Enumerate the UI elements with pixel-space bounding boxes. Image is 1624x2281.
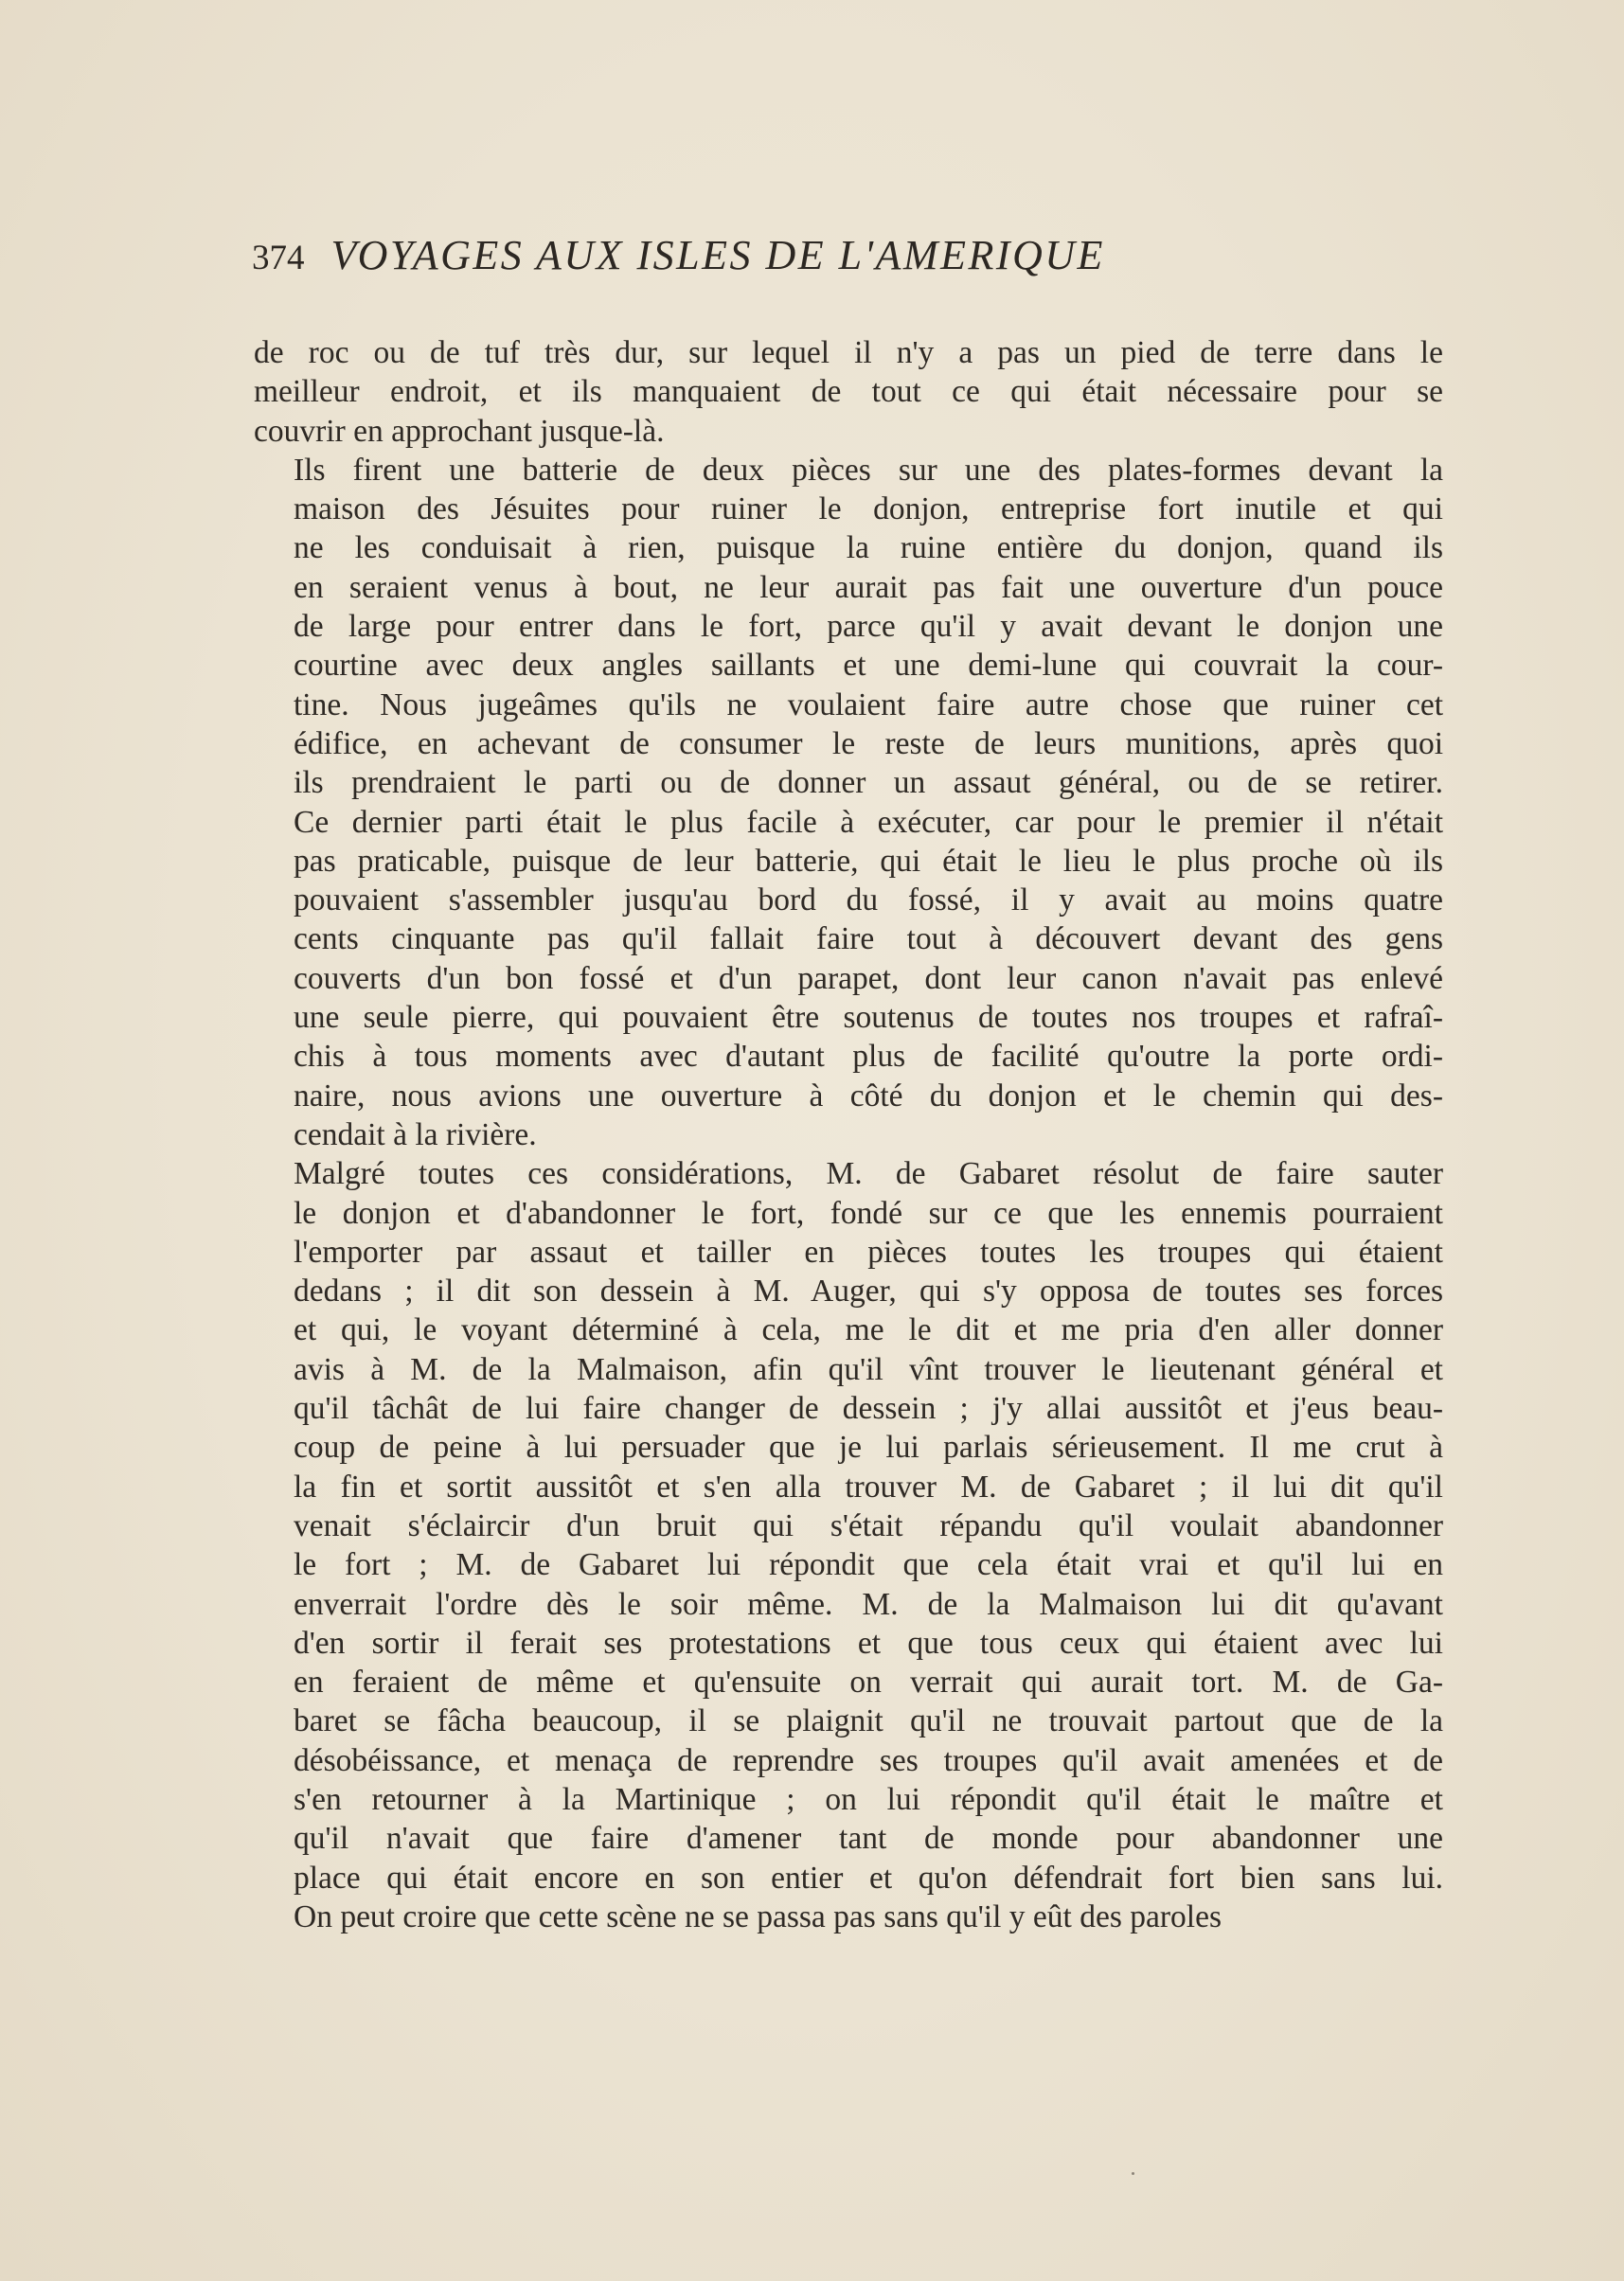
text-line: pouvaient s'assembler jusqu'au bord du fossé, il y avait au moins quatre [294, 882, 1443, 918]
text-line: courtine avec deux angles saillants et une demi-lune qui couvrait la cour- [294, 648, 1443, 684]
text-line: désobéissance, et menaça de reprendre ses troupes qu'il avait amenées et de [294, 1742, 1443, 1778]
text-line: la fin et sortit aussitôt et s'en alla trouver M. de Gabaret ; il lui dit qu'il [294, 1469, 1443, 1505]
text-line: dedans ; il dit son dessein à M. Auger, qui s'y opposa de toutes ses forces [294, 1274, 1443, 1310]
text-line: place qui était encore en son entier et qu'on défendrait fort bien sans lui. [294, 1860, 1443, 1896]
text-line: ils prendraient le parti ou de donner un assaut général, ou de se retirer. [294, 765, 1443, 801]
paragraph [254, 333, 1443, 451]
text-line: venait s'éclaircir d'un bruit qui s'était répandu qu'il voulait abandonner [294, 1507, 1443, 1543]
text-line: naire, nous avions une ouverture à côté du donjon et le chemin qui des- [294, 1078, 1443, 1114]
text-line: enverrait l'ordre dès le soir même. M. de la Malmaison lui dit qu'avant [294, 1586, 1443, 1622]
text-line: en seraient venus à bout, ne leur aurait pas fait une ouverture d'un pouce [294, 569, 1443, 605]
text-line: une seule pierre, qui pouvaient être soutenus de toutes nos troupes et rafraî- [294, 1000, 1443, 1036]
text-line: de large pour entrer dans le fort, parce qu'il y avait devant le donjon une [294, 609, 1443, 645]
text-line: le fort ; M. de Gabaret lui répondit que cela était vrai et qu'il lui en [294, 1547, 1443, 1583]
text-line: qu'il n'avait que faire d'amener tant de monde pour abandonner une [294, 1821, 1443, 1857]
text-line: couvrir en approchant jusque-là. [254, 413, 665, 449]
text-line: avis à M. de la Malmaison, afin qu'il vînt trouver le lieutenant général et [294, 1351, 1443, 1387]
paragraph [254, 451, 1443, 1154]
text-line: coup de peine à lui persuader que je lui parlais sérieusement. Il me crut à [294, 1430, 1443, 1466]
text-line: meilleur endroit, et ils manquaient de tout ce qui était nécessaire pour se [254, 374, 1443, 410]
running-title: VOYAGES AUX ISLES DE L'AMERIQUE [330, 232, 1105, 278]
text-line: qu'il tâchât de lui faire changer de dessein ; j'y allai aussitôt et j'eus beau- [294, 1391, 1443, 1427]
text-line: tine. Nous jugeâmes qu'ils ne voulaient faire autre chose que ruiner cet [294, 686, 1443, 722]
text-line: de roc ou de tuf très dur, sur lequel il n'y a pas un pied de terre dans le [254, 335, 1443, 370]
text-line: édifice, en achevant de consumer le reste de leurs munitions, après quoi [294, 725, 1443, 761]
text-line: cendait à la rivière. [294, 1116, 537, 1152]
text-line: d'en sortir il ferait ses protestations et que tous ceux qui étaient avec lui [294, 1625, 1443, 1661]
text-line: ne les conduisait à rien, puisque la ruine entière du donjon, quand ils [294, 530, 1443, 566]
text-line: cents cinquante pas qu'il fallait faire tout à découvert devant des gens [294, 921, 1443, 957]
text-line: pas praticable, puisque de leur batterie, qui était le lieu le plus proche où ils [294, 843, 1443, 879]
page-header [252, 231, 1445, 297]
text-line: en feraient de même et qu'ensuite on verrait qui aurait tort. M. de Ga- [294, 1665, 1443, 1701]
paragraph [254, 1154, 1443, 1936]
text-line: chis à tous moments avec d'autant plus de facilité qu'outre la porte ordi- [294, 1039, 1443, 1075]
text-line: l'emporter par assaut et tailler en pièces toutes les troupes qui étaient [294, 1234, 1443, 1270]
text-line: Ils firent une batterie de deux pièces sur une des plates-formes devant la [294, 452, 1443, 488]
text-line: et qui, le voyant déterminé à cela, me le dit et me pria d'en aller donner [294, 1312, 1443, 1348]
text-line: baret se fâcha beaucoup, il se plaignit qu'il ne trouvait partout que de la [294, 1703, 1443, 1739]
page-number: 374 [252, 239, 305, 277]
text-line: On peut croire que cette scène ne se passa pas sans qu'il y eût des paroles [294, 1898, 1222, 1934]
text-line: le donjon et d'abandonner le fort, fondé sur ce que les ennemis pourraient [294, 1195, 1443, 1231]
text-line: s'en retourner à la Martinique ; on lui répondit qu'il était le maître et [294, 1781, 1443, 1817]
text-line: Malgré toutes ces considérations, M. de Gabaret résolut de faire sauter [294, 1156, 1443, 1192]
text-line: maison des Jésuites pour ruiner le donjon, entreprise fort inutile et qui [294, 491, 1443, 527]
text-line: Ce dernier parti était le plus facile à exécuter, car pour le premier il n'était [294, 804, 1443, 840]
paper-speck [1132, 2172, 1134, 2175]
body-text [254, 333, 1443, 1936]
text-line: couverts d'un bon fossé et d'un parapet, dont leur canon n'avait pas enlevé [294, 960, 1443, 996]
